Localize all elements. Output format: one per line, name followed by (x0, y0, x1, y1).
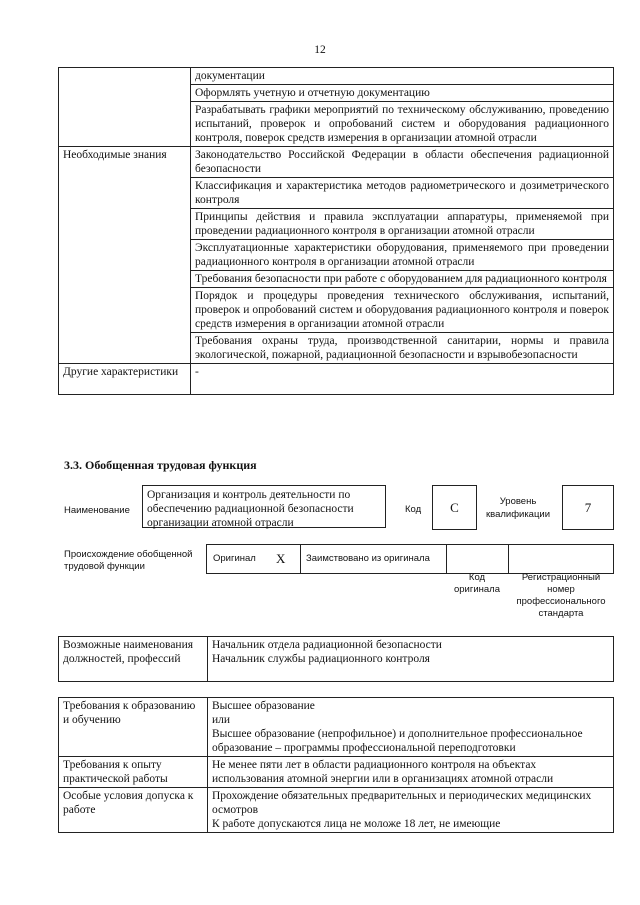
original-mark: X (276, 551, 286, 566)
code-caption: Код оригинала (453, 572, 500, 595)
row-label-other: Другие характеристики (59, 364, 191, 395)
divider (300, 544, 301, 573)
table-cell: Принципы действия и правила эксплуатации аппаратуры, применяемой при проведении радиационного контроля в организации атомной отрасли (191, 209, 614, 240)
divider (508, 544, 509, 573)
table-row (59, 637, 614, 682)
skills-table (58, 67, 614, 395)
table-cell: Эксплуатационные характеристики оборудования, применяемого при проведении радиационного контроля в организации атомной отрасли (191, 240, 614, 271)
positions-cell (208, 637, 614, 682)
row-label-knowledge: Необходимые знания (59, 147, 191, 364)
function-code-box: C (432, 485, 477, 530)
reg-number-caption: Регистрационный номер профессионального стандарта (516, 572, 606, 619)
table-cell: Порядок и процедуры проведения технического обслуживания, испытаний, проверок и опробований систем и оборудования радиационного контроля и поверок средств измерения в организации атомной отрасли (191, 288, 614, 333)
level-label: Уровень квалификации (485, 496, 551, 520)
requirements-table (58, 697, 614, 833)
experience-label: Требования к опыту практической работы (59, 757, 208, 788)
table-cell: Требования безопасности при работе с оборудованием для радиационного контроля (191, 271, 614, 288)
table-cell: Требования охраны труда, производственной санитарии, нормы и правила экологической, пожарной, радиационной безопасности и взрывобезопасности (191, 333, 614, 364)
divider (446, 544, 447, 573)
admission-label: Особые условия допуска к работе (59, 788, 208, 833)
table-row (59, 147, 614, 178)
origin-label: Происхождение обобщенной трудовой функции (64, 549, 193, 572)
education-cell: Высшее образование или Высшее образование (непрофильное) и дополнительное профессиональное образование – программы профессиональной переподготовки (208, 698, 614, 757)
section-title: 3.3. Обобщенная трудовая функция (64, 458, 257, 472)
table-row (59, 757, 614, 788)
table-cell: документации (191, 68, 614, 85)
education-label: Требования к образованию и обучению (59, 698, 208, 757)
page-number: 12 (314, 44, 326, 56)
admission-cell: Прохождение обязательных предварительных и периодических медицинских осмотров К работе допускаются лица не моложе 18 лет, не имеющие (208, 788, 614, 833)
table-cell: Оформлять учетную и отчетную документацию (191, 85, 614, 102)
positions-label: Возможные наименования должностей, профессий (59, 637, 208, 682)
function-name-box: Организация и контроль деятельности по обеспечению радиационной безопасности организации атомной отрасли (142, 485, 386, 528)
table-cell: Законодательство Российской Федерации в области обеспечения радиационной безопасности (191, 147, 614, 178)
table-row (59, 698, 614, 757)
name-label: Наименование (64, 505, 130, 516)
position-item: Начальник службы радиационного контроля (212, 653, 430, 665)
borrowed-label: Заимствовано из оригинала (306, 553, 430, 564)
position-item: Начальник отдела радиационной безопасности (212, 639, 442, 651)
table-cell: Разрабатывать графики мероприятий по техническому обслуживанию, проведению испытаний, проверок и опробований систем и оборудования радиационного контроля, поверок средств измерения в организации атомной отрасли (191, 102, 614, 147)
experience-cell: Не менее пяти лет в области радиационного контроля на объектах использования атомной энергии или в организациях атомной отрасли (208, 757, 614, 788)
original-label: Оригинал (213, 553, 256, 564)
positions-table (58, 636, 614, 682)
table-cell: - (191, 364, 614, 395)
function-level-box: 7 (562, 485, 614, 530)
row-label (59, 68, 191, 147)
table-row (59, 68, 614, 85)
table-cell: Классификация и характеристика методов радиометрического и дозиметрического контроля (191, 178, 614, 209)
code-label: Код (405, 504, 422, 515)
table-row (59, 364, 614, 395)
table-row (59, 788, 614, 833)
